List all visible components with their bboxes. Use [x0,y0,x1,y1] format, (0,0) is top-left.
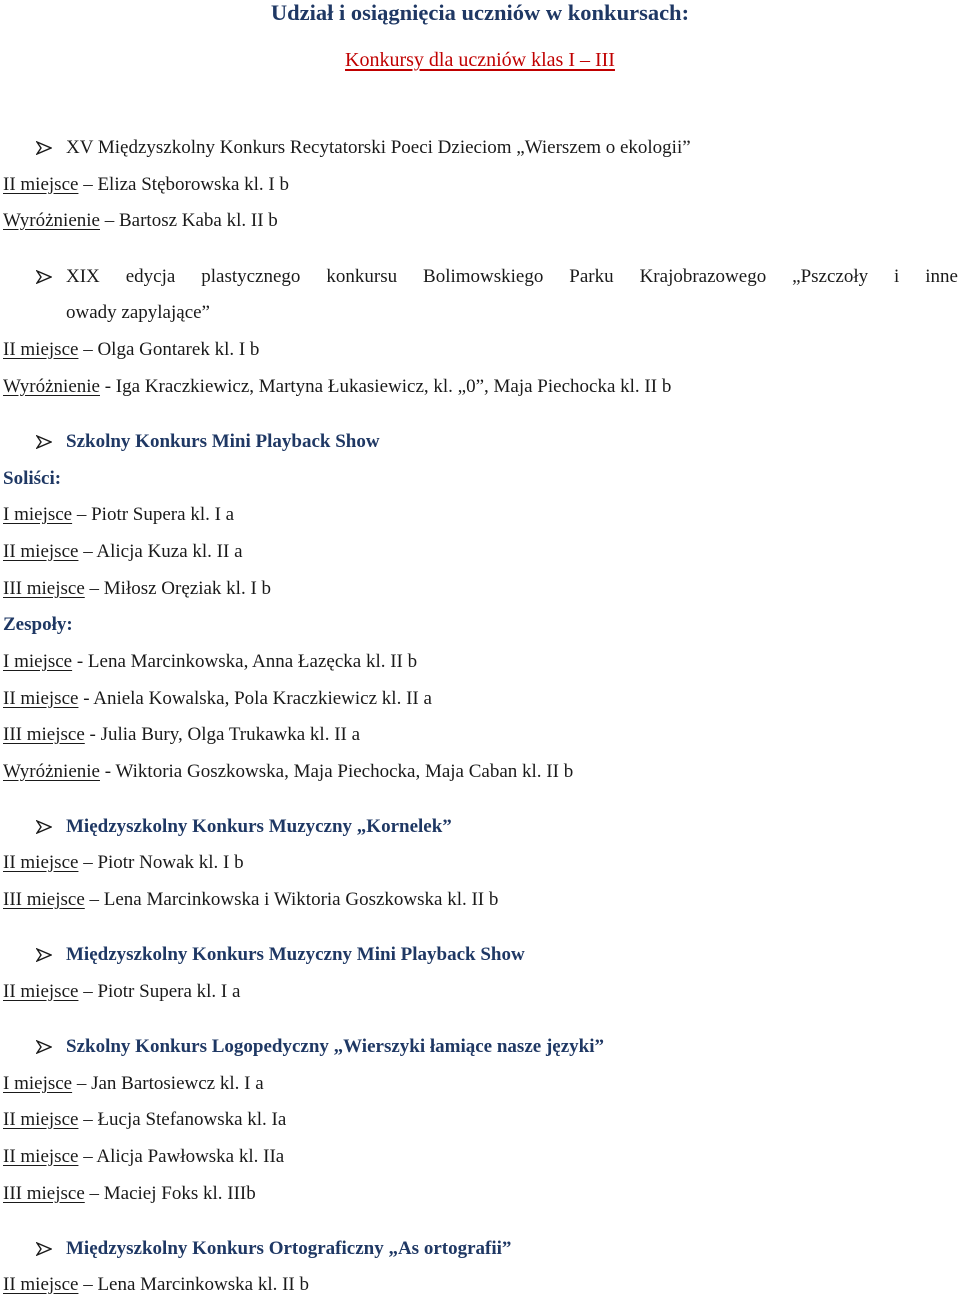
result-line: III miejsce – Lena Marcinkowska i Wiktoria Goszkowska kl. II b [3,889,499,910]
arrow-bullet-icon [36,1242,52,1256]
section-heading-line: owady zapylające” [66,302,210,323]
result-line: II miejsce – Eliza Stęborowska kl. I b [3,174,289,195]
section-heading-line: XIX edycja plastycznego konkursu Bolimowskiego Parku Krajobrazowego „Pszczoły i inne [66,266,958,287]
result-line: II miejsce – Lena Marcinkowska kl. II b [3,1274,310,1295]
result-line: III miejsce - Julia Bury, Olga Trukawka kl. II a [3,724,361,745]
result-line: I miejsce – Jan Bartosiewcz kl. I a [3,1073,264,1094]
page-subtitle: Konkursy dla uczniów klas I – III [345,49,615,71]
result-line: II miejsce – Piotr Supera kl. I a [3,981,241,1002]
result-line: II miejsce - Aniela Kowalska, Pola Kraczkiewicz kl. II a [3,688,432,709]
arrow-bullet-icon [36,270,52,284]
arrow-bullet-icon [36,435,52,449]
arrow-bullet-icon [36,948,52,962]
result-line: II miejsce – Olga Gontarek kl. I b [3,339,260,360]
result-line: II miejsce – Alicja Kuza kl. II a [3,541,243,562]
arrow-bullet-icon [36,141,52,155]
result-line: III miejsce – Maciej Foks kl. IIIb [3,1183,256,1204]
result-line: I miejsce – Piotr Supera kl. I a [3,504,235,525]
arrow-bullet-icon [36,1040,52,1054]
bands-label: Zespoły: [3,614,73,635]
result-line: I miejsce - Lena Marcinkowska, Anna Łazęcka kl. II b [3,651,418,672]
soloists-label: Soliści: [3,468,62,489]
page-title: Udział i osiągnięcia uczniów w konkursach: [270,0,690,25]
result-line: III miejsce – Miłosz Oręziak kl. I b [3,578,272,599]
result-line: Wyróżnienie - Iga Kraczkiewicz, Martyna Łukasiewicz, kl. „0”, Maja Piechocka kl. II b [3,376,672,397]
result-line: II miejsce – Piotr Nowak kl. I b [3,852,244,873]
result-line: II miejsce – Łucja Stefanowska kl. Ia [3,1109,287,1130]
result-line: Wyróżnienie – Bartosz Kaba kl. II b [3,210,278,231]
result-line: Wyróżnienie - Wiktoria Goszkowska, Maja Piechocka, Maja Caban kl. II b [3,761,574,782]
result-line: II miejsce – Alicja Pawłowska kl. IIa [3,1146,285,1167]
arrow-bullet-icon [36,820,52,834]
